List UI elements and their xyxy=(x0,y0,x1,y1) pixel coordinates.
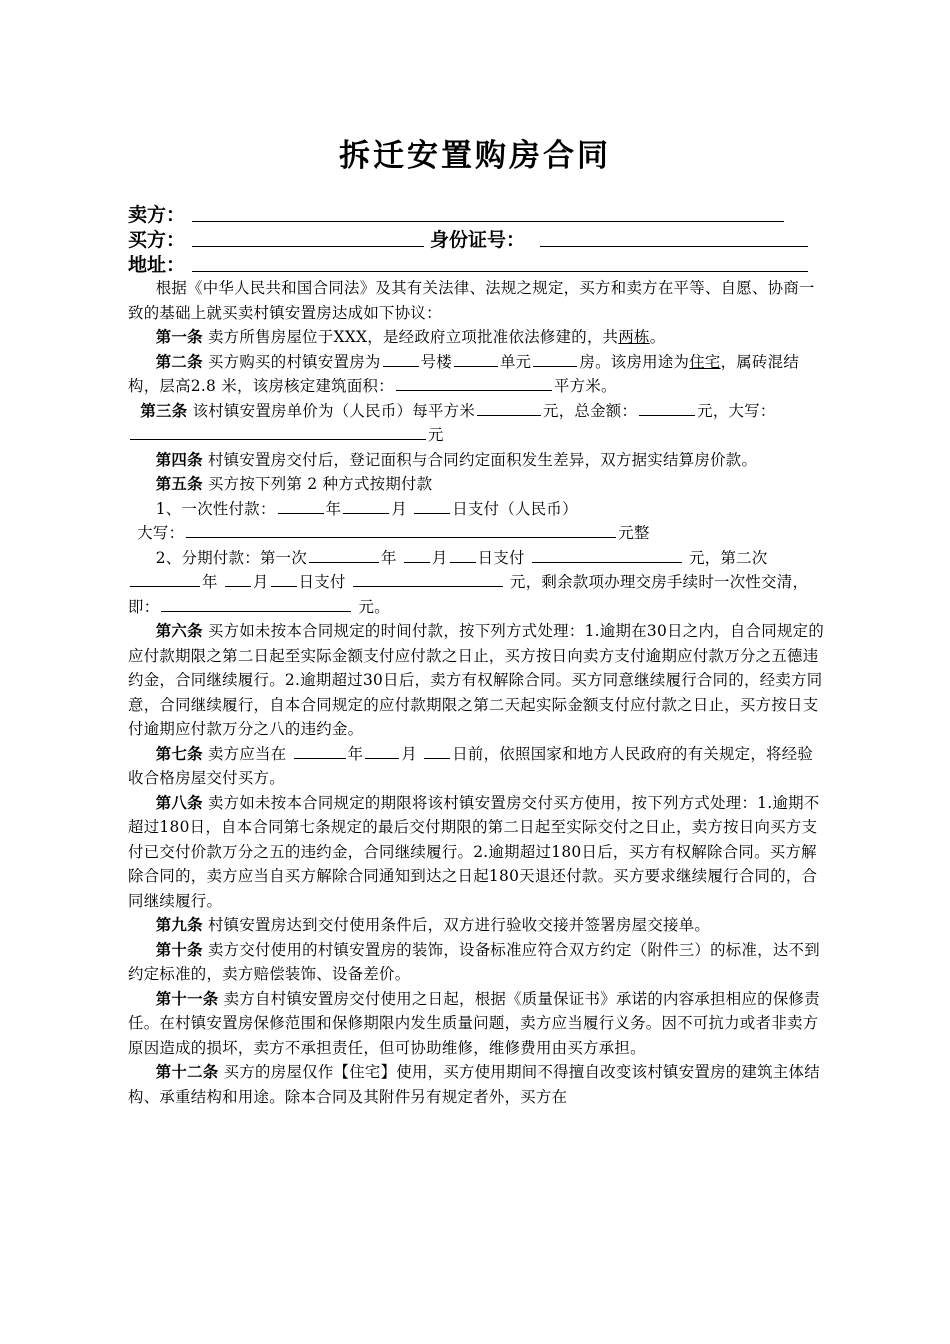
amount-in-words-field[interactable] xyxy=(130,424,426,440)
pay2-text-4: 日支付 xyxy=(477,548,530,567)
pay2-second-month-field[interactable] xyxy=(225,571,251,587)
unit-number-field[interactable] xyxy=(454,350,498,366)
delivery-day-field[interactable] xyxy=(424,742,450,758)
pay1-text-5: 大写： xyxy=(137,524,185,542)
article-5-text: 买方按下列第 2 种方式按期付款 xyxy=(202,475,433,493)
pay2-text-5: 元， xyxy=(683,548,721,567)
article-9 xyxy=(128,913,828,938)
pay2-text-6: 第二次 xyxy=(720,548,768,567)
id-number-label: 身份证号： xyxy=(430,229,526,251)
seller-field[interactable] xyxy=(192,221,784,222)
pay2-text-2: 年 xyxy=(381,548,402,567)
pay2-text-1: 2、分期付款：第一次 xyxy=(155,548,308,567)
article-3-text-1: 该村镇安置房单价为（人民币）每平方米 xyxy=(187,401,476,420)
contract-body xyxy=(128,276,828,1109)
article-10-label: 第十条 xyxy=(155,940,203,959)
article-5-label: 第五条 xyxy=(155,475,203,493)
pay1-text-2: 年 xyxy=(325,499,342,518)
article-2-text-6: 平方米。 xyxy=(553,377,617,395)
address-field[interactable] xyxy=(192,271,808,272)
article-9-label: 第九条 xyxy=(155,916,203,934)
article-8 xyxy=(128,791,828,914)
article-10-text: 卖方交付使用的村镇安置房的装饰，设备标准应符合双方约定（附件三）的标准，达不到约定标准的，卖方赔偿装饰、设备差价。 xyxy=(128,940,820,983)
building-number-field[interactable] xyxy=(383,350,419,366)
article-2-usage: 住宅 xyxy=(689,352,721,371)
article-3-text-4: 元 xyxy=(428,426,444,444)
article-7-text-2: 年 xyxy=(347,744,364,763)
payment-option-1-words xyxy=(128,521,828,546)
article-3-text-3: 元，大写： xyxy=(697,401,776,420)
delivery-month-field[interactable] xyxy=(365,742,399,758)
pay2-text-7: 年 xyxy=(202,573,223,591)
article-12-text: 买方的房屋仅作【住宅】使用，买方使用期间不得擅自改变该村镇安置房的建筑主体结构、承重结构和用途。除本合同及其附件另有规定者外，买方在 xyxy=(128,1063,820,1106)
article-7-text-3: 月 xyxy=(401,744,423,763)
total-amount-field[interactable] xyxy=(639,399,695,415)
payment-option-2 xyxy=(128,546,828,620)
article-2-text-4: 房。该房用途为 xyxy=(579,352,690,371)
pay2-remaining-amount-field[interactable] xyxy=(161,595,351,611)
pay2-first-month-field[interactable] xyxy=(404,546,430,562)
pay2-second-year-field[interactable] xyxy=(130,571,200,587)
pay1-text-6: 元整 xyxy=(618,524,650,542)
article-4-label: 第四条 xyxy=(155,450,203,469)
article-8-label: 第八条 xyxy=(155,793,203,812)
pay1-amount-words-field[interactable] xyxy=(186,522,616,538)
pay1-month-field[interactable] xyxy=(343,497,389,513)
article-8-text: 卖方如未按本合同规定的期限将该村镇安置房交付买方使用，按下列方式处理：1.逾期不超过180日，自本合同第七条规定的最后交付期限的第二日起至实际交付之日止，卖方按日向买方支付已交付价款万分之五的违约金，合同继续履行。2.逾期超过180日后，买方有权解除合同。买方解除合同的，卖方应当自买方解除合同通知到达之日起180天退还付款。买方要求继续履行合同的，合同继续履行。 xyxy=(128,793,820,910)
article-4-text: 村镇安置房交付后，登记面积与合同约定面积发生差异，双方据实结算房价款。 xyxy=(202,450,758,469)
page-title: 拆迁安置购房合同 xyxy=(339,138,611,174)
pay2-first-year-field[interactable] xyxy=(309,546,379,562)
article-1-end: 。 xyxy=(649,328,666,346)
pay2-second-day-field[interactable] xyxy=(271,571,297,587)
pay2-text-9: 日支付 xyxy=(298,573,351,591)
article-7-text-1: 卖方应当在 xyxy=(202,744,292,763)
area-field[interactable] xyxy=(396,375,552,391)
article-12 xyxy=(128,1060,828,1109)
delivery-year-field[interactable] xyxy=(294,742,346,758)
article-3-text-2: 元，总金额： xyxy=(543,401,638,420)
address-label: 地址： xyxy=(128,254,186,276)
buyer-field[interactable] xyxy=(192,246,424,247)
article-6 xyxy=(128,619,828,742)
buyer-label: 买方： xyxy=(128,229,186,251)
pay2-first-amount-field[interactable] xyxy=(532,546,682,562)
pay2-text-8: 月 xyxy=(252,573,269,591)
article-11-text: 卖方自村镇安置房交付使用之日起，根据《质量保证书》承诺的内容承担相应的保修责任。在村镇安置房保修范围和保修期限内发生质量问题，卖方应当履行义务。因不可抗力或者非卖方原因造成的损坏，卖方不承担责任，但可协助维修，维修费用由买方承担。 xyxy=(128,989,820,1057)
pay1-day-field[interactable] xyxy=(414,497,450,513)
article-2-text-5: ，属砖混结构，层高2.8 米，该房核定建筑面积： xyxy=(128,352,800,395)
seller-label: 卖方： xyxy=(128,204,186,226)
article-4 xyxy=(128,448,828,473)
article-9-text: 村镇安置房达到交付使用条件后，双方进行验收交接并签署房屋交接单。 xyxy=(202,916,711,934)
article-5 xyxy=(128,472,828,497)
pay2-text-11: 元。 xyxy=(353,597,390,616)
pay2-second-amount-field[interactable] xyxy=(353,571,503,587)
pay2-text-10: 元，剩余款项办理交房手续时一次性交清，即： xyxy=(128,573,809,616)
article-1-label: 第一条 xyxy=(155,328,203,346)
article-11 xyxy=(128,987,828,1061)
pay1-text-1: 1、一次性付款： xyxy=(155,499,276,518)
id-number-field[interactable] xyxy=(540,246,808,247)
article-7 xyxy=(128,742,828,791)
article-2-text-3: 单元 xyxy=(499,352,532,371)
article-2 xyxy=(128,350,828,399)
article-2-label: 第二条 xyxy=(155,352,203,371)
pay1-text-4: 日支付（人民币） xyxy=(452,499,578,518)
pay2-first-day-field[interactable] xyxy=(450,546,476,562)
article-10 xyxy=(128,938,828,987)
pay1-year-field[interactable] xyxy=(278,497,324,513)
pay2-text-3: 月 xyxy=(431,548,448,567)
intro-paragraph: 根据《中华人民共和国合同法》及其有关法律、法规之规定，买方和卖方在平等、自愿、协商一致的基础上就买卖村镇安置房达成如下协议： xyxy=(128,279,815,322)
article-6-label: 第六条 xyxy=(155,622,203,640)
unit-price-field[interactable] xyxy=(477,399,541,415)
article-3 xyxy=(128,399,828,448)
article-7-label: 第七条 xyxy=(155,744,203,763)
article-12-label: 第十二条 xyxy=(155,1063,219,1081)
payment-option-1 xyxy=(128,497,828,522)
article-3-label: 第三条 xyxy=(140,401,188,420)
article-1 xyxy=(128,325,828,350)
article-1-text: 卖方所售房屋位于XXX，是经政府立项批准依法修建的，共 xyxy=(202,328,619,346)
article-2-text-2: 号楼 xyxy=(420,352,452,371)
pay1-text-3: 月 xyxy=(391,499,413,518)
article-6-text: 买方如未按本合同规定的时间付款，按下列方式处理：1.逾期在30日之内，自合同规定的应付款期限之第二日起至实际金额支付应付款之日止，买方按日向卖方支付逾期应付款万分之五德违约金，合同继续履行。2.逾期超过30日后，卖方有权解除合同。买方同意继续履行合同的，经卖方同意，合同继续履行，自本合同规定的应付款期限之第二天起实际金额支付应付款之日止，买方按日支付逾期应付款万分之八的违约金。 xyxy=(128,622,825,738)
article-7-text-4: 日前，依照国家和地方人民政府的有关规定，将经验收合格房屋交付买方。 xyxy=(128,744,814,787)
article-2-text-1: 买方购买的村镇安置房为 xyxy=(202,352,381,371)
article-1-building-count: 两栋 xyxy=(618,328,650,346)
room-number-field[interactable] xyxy=(533,350,577,366)
article-11-label: 第十一条 xyxy=(155,989,219,1008)
